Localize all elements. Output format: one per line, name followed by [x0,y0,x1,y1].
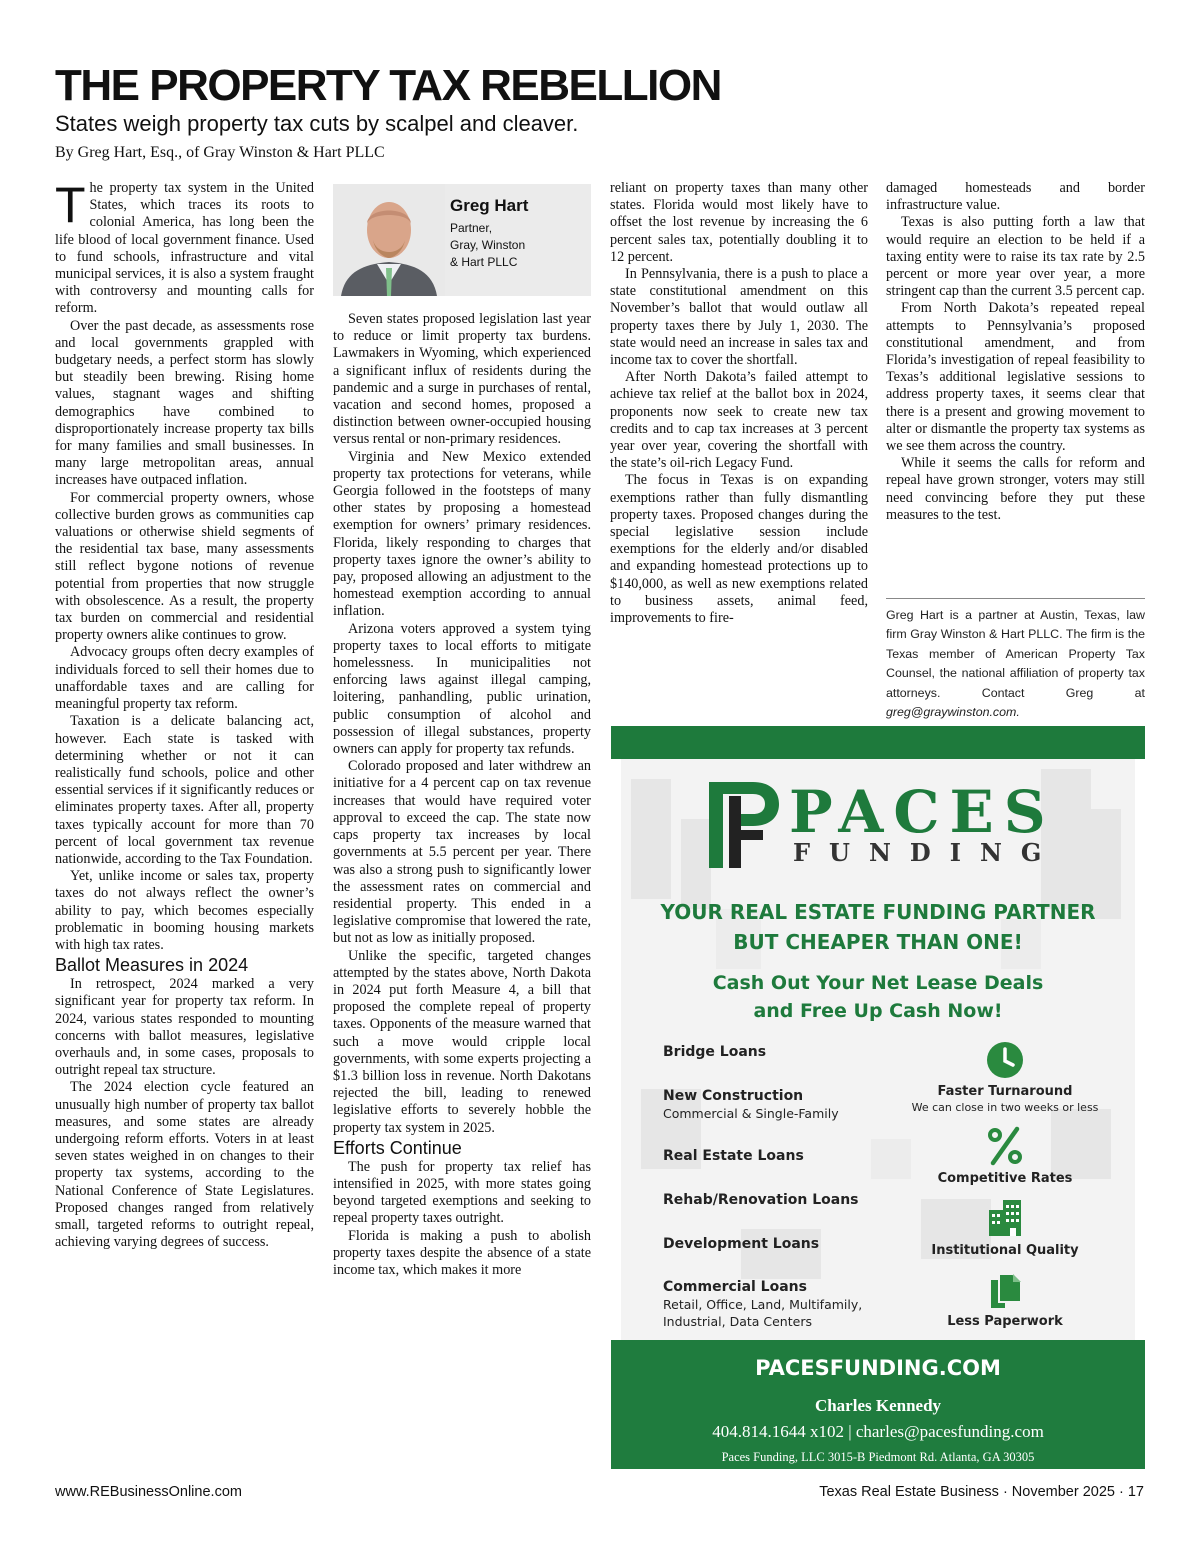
paces-funding-ad[interactable] [611,726,1145,1469]
loan-type: Commercial Loans [663,1279,807,1295]
author-photo [333,184,445,296]
feature-title: Faster Turnaround [937,1084,1073,1099]
article-subhead: States weigh property tax cuts by scalpel and cleaver. [55,111,579,136]
paragraph: Virginia and New Mexico extended property tax protections for veterans, while Georgia followed in the footsteps of many other states by proposing a homestead exemption for owners’ primary residences. Florida, likely responding to charges that property taxes ignore the owner’s ability to pay, proposed allowing an adjustment to the homestead exemption according to annual inflation. [333,448,591,620]
document-icon [985,1272,1025,1312]
ad-contact-name: Charles Kennedy [814,1396,942,1415]
loan-type-detail: Industrial, Data Centers [663,1314,812,1329]
ad-logo-subtitle: FUNDING [793,838,1061,867]
author-role: Partner, Gray, Winston & Hart PLLC [450,221,526,269]
paragraph: Arizona voters approved a system tying property taxes to local efforts to mitigate homelessness. In municipalities not enforcing laws against illegal camping, loitering, panhandling, public urination, public consumption of alcohol and possession of illegal substances, property owners can apply for property tax refunds. [333,620,591,758]
feature-detail: We can close in two weeks or less [911,1101,1099,1114]
paragraph: The push for property tax relief has intensified in 2025, with more states going beyond targeted exemptions and seeking to repeal property taxes outright. [333,1158,591,1227]
loan-type: Real Estate Loans [663,1148,804,1164]
drop-cap: T [55,177,86,233]
loan-type: Bridge Loans [663,1044,767,1060]
paragraph: Florida is making a push to abolish property taxes despite the absence of a state income tax, which makes it more [333,1227,591,1278]
feature-title: Institutional Quality [931,1243,1079,1258]
paragraph: Colorado proposed and later withdrew an initiative for a 4 percent cap on tax revenue increases that would have required voter approval to exceed the cap. The state now caps property tax increases by local governments at 5.5 percent per year. There was also a strong push to significantly lower the assessment rates on commercial and residential property. This ended in a legislative compromise that lowered the rate, but not as low as initially proposed. [333,758,591,947]
article-column-2 [333,311,591,1279]
feature-title: Competitive Rates [937,1171,1073,1186]
percent-icon [985,1126,1025,1166]
paragraph: Texas is also putting forth a law that would require an election to be held if a taxing entity were to raise its tax rate by 2.5 percent or more year over year, a more stringent cap than the current 3.5 percent cap. [886,214,1145,300]
paragraph: Seven states proposed legislation last year to reduce or limit property tax burdens. Lawmakers in Wyoming, which experienced a significant influx of residents during the pandemic and a surge in purchases of rental, vacation and second homes, proposed a distinction between owner-occupied housing versus rental or non-primary residences. [333,311,591,448]
loan-type: Development Loans [663,1236,820,1252]
paragraph: After North Dakota’s failed attempt to achieve tax relief at the ballot box in 2024, proponents now seek to create new tax credits and to cap tax increases at 3 percent year over year, covering the shortfall with the state’s oil-rich Legacy Fund. [610,369,868,472]
clock-icon [985,1040,1025,1080]
paragraph: The 2024 election cycle featured an unusually high number of property tax ballot measures, and some states are already undergoing reform efforts. Voters in at least seven states weighed in on changes to their property tax systems, according to the National Conference of State Legislatures. Proposed changes ranged from relatively small, targeted reforms to outright repeal, achieving varying degrees of success. [55,1079,314,1251]
paragraph: While it seems the calls for reform and repeal have grown stronger, voters may still need convincing before they put these measures to the test. [886,455,1145,523]
paragraph: damaged homesteads and border infrastructure value. [886,180,1145,214]
loan-type-detail: Retail, Office, Land, Multifamily, [663,1297,863,1312]
author-email-link[interactable]: greg@graywinston.com. [886,705,1020,720]
paragraph: Unlike the specific, targeted changes attempted by the states above, North Dakota in 2024 put forth Measure 4, a bill that proposed the complete repeal of property taxes. Opponents of the measure warned that such a move would cripple local governments, with some experts projecting a $1.3 billion loss in revenue. North Dakotans rejected the bill, leading to renewed legislative efforts to severely hobble the property tax system in 2025. [333,947,591,1136]
loan-type-detail: Commercial & Single-Family [663,1106,839,1121]
author-name: Greg Hart [450,196,529,215]
ad-tagline: BUT CHEAPER THAN ONE! [733,930,1023,954]
paragraph: In retrospect, 2024 marked a very significant year for property tax reform. In 2024, various states responded to mounting concerns with ballot measures, legislative overhauls and, in some cases, proposals to outright repeal tax structure. [55,976,314,1079]
paragraph: reliant on property taxes than many other states. Florida would most likely have to offset the lost revenue by increasing the 6 percent sales tax, potentially doubling it to 12 percent. [610,180,868,265]
loan-type: Rehab/Renovation Loans [663,1192,859,1208]
footer-publication-info: Texas Real Estate Business · November 2025 · 17 [819,1484,1144,1500]
paragraph: Advocacy groups often decry examples of individuals forced to sell their homes due to unaffordable taxes and are calling for meaningful property tax reform. [55,644,314,713]
paragraph: From North Dakota’s repeated repeal attempts to Pennsylvania’s proposed constitutional amendment, and from Florida’s investigation of repeal feasibility to Texas’s additional legislative sessions to address property taxes, it seems clear that there is a present and growing movement to alter or dismantle the property tax systems as we see them across the country. [886,300,1145,455]
article-column-4 [886,180,1145,524]
section-heading: Efforts Continue [333,1137,462,1158]
loan-type: New Construction [663,1088,804,1104]
ad-top-band [611,726,1145,759]
paragraph: Yet, unlike income or sales tax, property taxes do not always reflect the owner’s ability to pay, which becomes especially problematic in booming housing markets with high tax rates. [55,868,314,953]
ad-cash-out-line: and Free Up Cash Now! [753,1000,1003,1022]
article-byline: By Greg Hart, Esq., of Gray Winston & Hart PLLC [55,144,385,161]
ad-logo-wordmark: PACES [789,778,1056,846]
author-bio: Greg Hart is a partner at Austin, Texas, law firm Gray Winston & Hart PLLC. The firm is the Texas member of American Property Tax Counsel, the national affiliation of property tax attorneys. Contact Greg at greg@graywinston.com. [886,608,1145,720]
paragraph: Taxation is a delicate balancing act, however. Each state is tasked with determining whether or not it can realistically fund schools, police and other essential services if it significantly reduces or eliminates property taxes. After all, property taxes typically account for more than 70 percent of local government tax revenue nationwide, according to the Tax Foundation. [55,713,314,867]
ad-address: Paces Funding, LLC 3015-B Piedmont Rd. Atlanta, GA 30305 [721,1450,1035,1464]
paragraph: The focus in Texas is on expanding exemptions rather than fully dismantling property taxes. Proposed changes during the special legislative session include exemptions for the elderly and/or disabled and expanding homestead protections up to $140,000, as well as new exemptions related to business assets, animal feed, improvements to fire- [610,472,868,627]
author-profile-box [333,184,591,296]
ad-website-link[interactable]: PACESFUNDING.COM [755,1356,1001,1380]
paces-logo-icon [709,782,781,868]
article-headline: THE PROPERTY TAX REBELLION [55,61,721,110]
article-column-3 [610,180,868,627]
paragraph: For commercial property owners, whose collective burden grows as communities cap valuations or otherwise shield segments of the residential tax base, many assessments still reflect bygone notions of revenue potential from properties that now struggle with obsolescence. As a result, the property tax burden on commercial and residential property owners alike continues to grow. [55,489,314,644]
bio-divider [886,598,1145,599]
feature-title: Less Paperwork [947,1314,1063,1329]
section-heading: Ballot Measures in 2024 [55,955,249,976]
footer-website-link[interactable]: www.REBusinessOnline.com [55,1484,242,1500]
building-icon [985,1198,1025,1238]
ad-tagline: YOUR REAL ESTATE FUNDING PARTNER [660,900,1096,924]
paragraph: The property tax system in the United States, which traces its roots to colonial America, has long been the life blood of local government finance. Used to fund schools, infrastructure and vital municipal services, it is also a system fraught with controversy and mounting calls for reform. [55,177,314,317]
paragraph: In Pennsylvania, there is a push to place a state constitutional amendment on this November’s ballot that would outlaw all property taxes there by July 1, 2030. The state would need an increase in sales tax and income tax to cover the shortfall. [610,266,868,369]
article-column-1 [55,177,314,1251]
ad-contact-details[interactable]: 404.814.1644 x102 | charles@pacesfunding.com [712,1422,1044,1441]
ad-contact-band [611,1340,1145,1469]
paragraph: Over the past decade, as assessments rose and local governments grappled with budgetary needs, a perfect storm has slowly but steadily been brewing. Rising home values, stagnant wages and shifting demographics have combined to disproportionately increase property tax bills for many families and small businesses. In many large metropolitan areas, annual increases have outpaced inflation. [55,317,314,489]
ad-cash-out-line: Cash Out Your Net Lease Deals [712,972,1044,994]
